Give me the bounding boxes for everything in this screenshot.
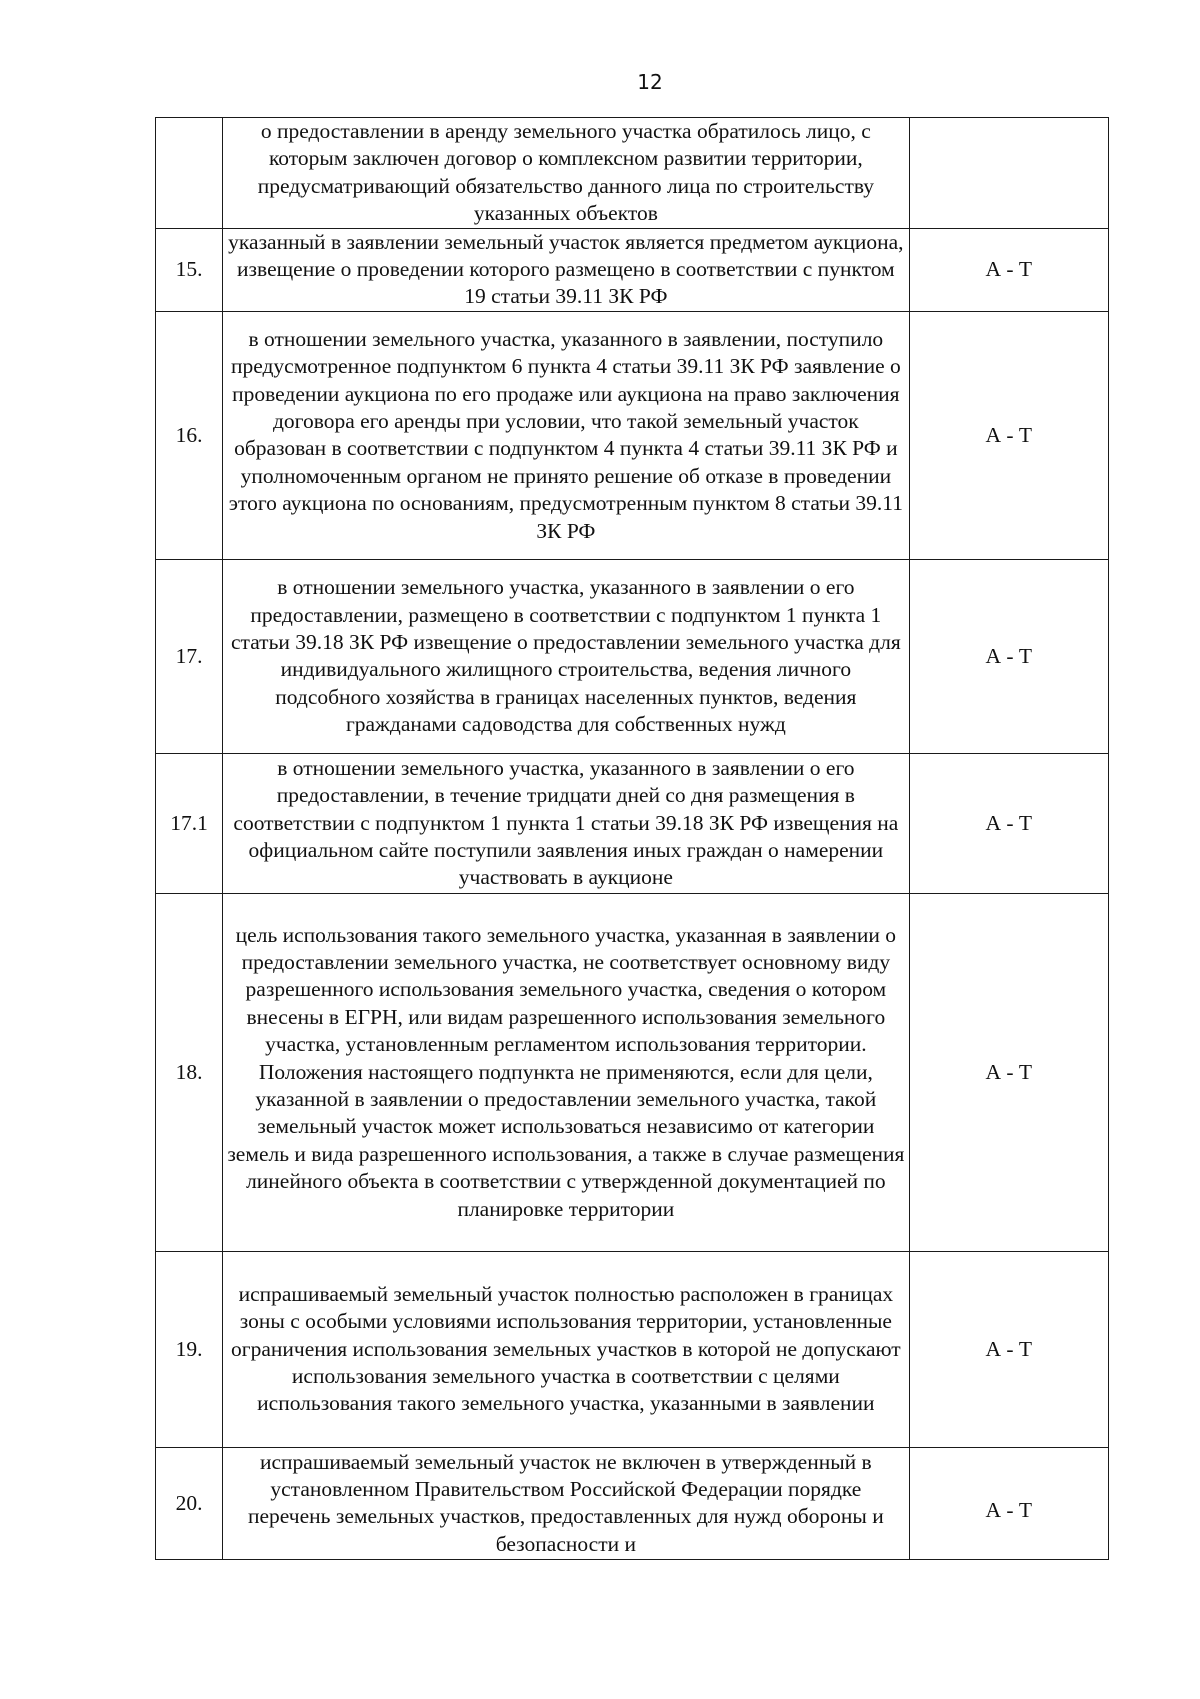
row-code: А - Т [909,893,1108,1251]
row-code: А - Т [909,559,1108,753]
row-description: испрашиваемый земельный участок полностью расположен в границах зоны с особыми условиями использования территории, установленные ограничения использования земельных участков в которой не допускают использования земельного участка в соответствии с целями использования такого земельного участка, указанными в заявлении [223,1251,909,1447]
table-row [156,228,1109,311]
table-row [156,559,1109,753]
row-code: А - Т [909,228,1108,311]
row-number: 15. [156,228,223,311]
table-row [156,311,1109,559]
row-description: указанный в заявлении земельный участок является предметом аукциона, извещение о проведении которого размещено в соответствии с пунктом 19 статьи 39.11 ЗК РФ [223,228,909,311]
row-number: 20. [156,1447,223,1559]
row-number: 16. [156,311,223,559]
table-row [156,118,1109,229]
table-row [156,893,1109,1251]
row-number: 19. [156,1251,223,1447]
row-description: испрашиваемый земельный участок не включен в утвержденный в установленном Правительством Российской Федерации порядке перечень земельных участков, предоставленных для нужд обороны и безопасности и [223,1447,909,1559]
row-code [909,118,1108,229]
row-code: А - Т [909,1447,1108,1559]
row-description: в отношении земельного участка, указанного в заявлении о его предоставлении, размещено в соответствии с подпунктом 1 пункта 1 статьи 39.18 ЗК РФ извещение о предоставлении земельного участка для индивидуального жилищного строительства, ведения личного подсобного хозяйства в границах населенных пунктов, ведения гражданами садоводства для собственных нужд [223,559,909,753]
table-row [156,1447,1109,1559]
row-number: 17. [156,559,223,753]
table-row [156,753,1109,893]
row-number [156,118,223,229]
table-row [156,1251,1109,1447]
row-number: 17.1 [156,753,223,893]
row-code: А - Т [909,753,1108,893]
row-number: 18. [156,893,223,1251]
row-description: в отношении земельного участка, указанного в заявлении, поступило предусмотренное подпунктом 6 пункта 4 статьи 39.11 ЗК РФ заявление о проведении аукциона по его продаже или аукциона на право заключения договора его аренды при условии, что такой земельный участок образован в соответствии с подпунктом 4 пункта 4 статьи 39.11 ЗК РФ и уполномоченным органом не принято решение об отказе в проведении этого аукциона по основаниям, предусмотренным пунктом 8 статьи 39.11 ЗК РФ [223,311,909,559]
row-code: А - Т [909,1251,1108,1447]
row-code: А - Т [909,311,1108,559]
row-description: в отношении земельного участка, указанного в заявлении о его предоставлении, в течение тридцати дней со дня размещения в соответствии с подпунктом 1 пункта 1 статьи 39.18 ЗК РФ извещения на официальном сайте поступили заявления иных граждан о намерении участвовать в аукционе [223,753,909,893]
grounds-table [155,117,1109,1560]
page-number: 12 [637,70,663,94]
row-description: цель использования такого земельного участка, указанная в заявлении о предоставлении земельного участка, не соответствует основному виду разрешенного использования земельного участка, сведения о котором внесены в ЕГРН, или видам разрешенного использования земельного участка, установленным регламентом использования территории. Положения настоящего подпункта не применяются, если для цели, указанной в заявлении о предоставлении земельного участка, такой земельный участок может использоваться независимо от категории земель и вида разрешенного использования, а также в случае размещения линейного объекта в соответствии с утвержденной документацией по планировке территории [223,893,909,1251]
row-description: о предоставлении в аренду земельного участка обратилось лицо, с которым заключен договор о комплексном развитии территории, предусматривающий обязательство данного лица по строительству указанных объектов [223,118,909,229]
